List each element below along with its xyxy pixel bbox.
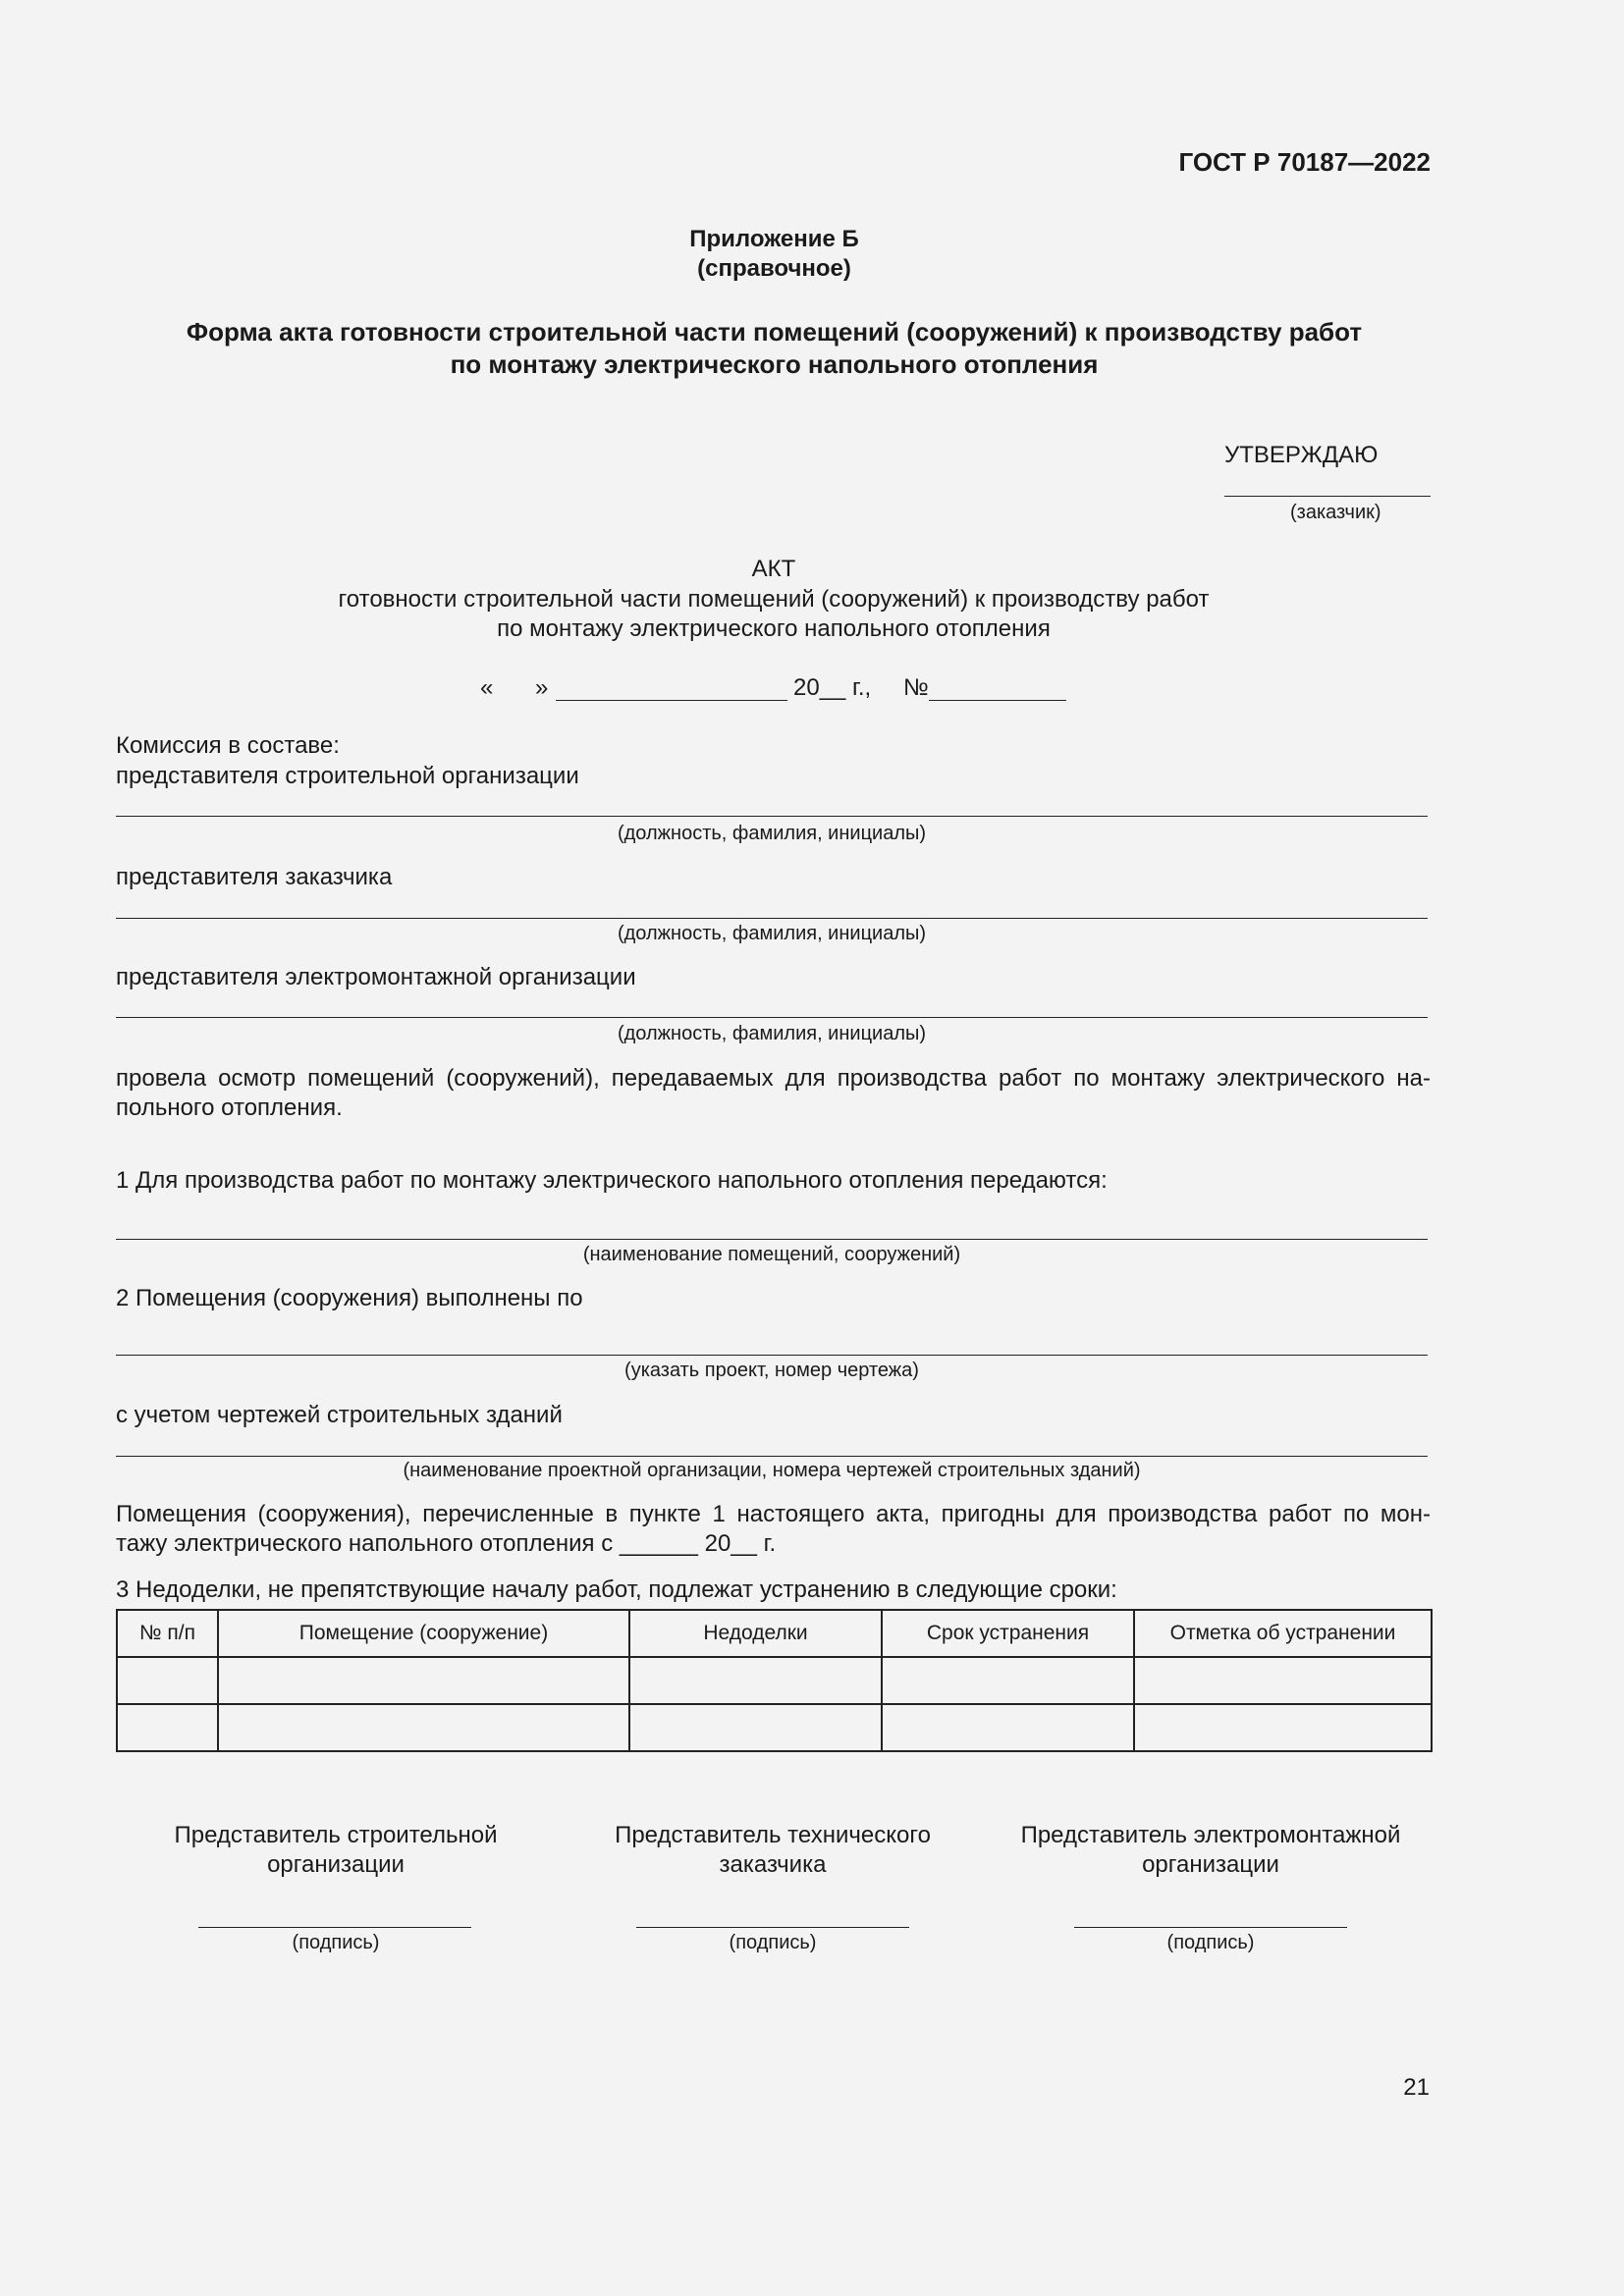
commission-electrical: представителя электромонтажной организации — [116, 964, 636, 990]
approve-caption: (заказчик) — [1290, 502, 1381, 523]
suitability-line2: тажу электрического напольного отопления с ______ 20__ г. — [116, 1530, 777, 1557]
customer-caption: (должность, фамилия, инициалы) — [617, 923, 927, 944]
table-cell — [218, 1704, 629, 1751]
table-row — [117, 1704, 1432, 1751]
col-header-mark: Отметка об устранении — [1134, 1610, 1432, 1657]
commission-customer: представителя заказчика — [116, 864, 393, 890]
table-cell — [629, 1704, 882, 1751]
form-title-line1: Форма акта готовности строительной части помещений (сооружений) к производству работ — [186, 317, 1363, 347]
signature-customer-line — [636, 1927, 909, 1928]
table-row — [117, 1657, 1432, 1704]
page-number: 21 — [1403, 2074, 1430, 2101]
date-quote-open: « — [480, 674, 494, 701]
customer-fill-line — [116, 918, 1428, 919]
col-header-number: № п/п — [117, 1610, 218, 1657]
signature-electrical-line1: Представитель электромонтажной — [1020, 1822, 1401, 1848]
signature-electrical-line — [1074, 1927, 1347, 1928]
signature-builder-caption: (подпись) — [292, 1932, 380, 1953]
act-number-label: № — [903, 674, 929, 701]
table-cell — [117, 1657, 218, 1704]
commission-builder: представителя строительной организации — [116, 763, 579, 789]
signature-electrical-line2: организации — [1142, 1851, 1279, 1878]
commission-intro: Комиссия в составе: — [116, 732, 340, 759]
signature-customer-caption: (подпись) — [729, 1932, 817, 1953]
col-header-room: Помещение (сооружение) — [218, 1610, 629, 1657]
appendix-kind: (справочное) — [697, 255, 851, 282]
inspection-line2: польного отопления. — [116, 1095, 343, 1121]
date-month-line — [556, 700, 787, 701]
act-number-line — [929, 700, 1066, 701]
table-cell — [629, 1657, 882, 1704]
table-header-row — [117, 1610, 1432, 1657]
act-subtitle-line1: готовности строительной части помещений (сооружений) к производству работ — [338, 586, 1210, 613]
table-cell — [218, 1657, 629, 1704]
item3-text: 3 Недоделки, не препятствующие началу работ, подлежат устранению в следующие сроки: — [116, 1576, 1117, 1603]
standard-number: ГОСТ Р 70187—2022 — [1178, 147, 1431, 177]
builder-fill-line — [116, 816, 1428, 817]
electrical-caption: (должность, фамилия, инициалы) — [617, 1023, 927, 1044]
form-title-line2: по монтажу электрического напольного отопления — [450, 349, 1099, 379]
builder-caption: (должность, фамилия, инициалы) — [617, 823, 927, 844]
signature-builder — [139, 1821, 532, 1880]
signature-customer-line1: Представитель технического — [615, 1822, 931, 1848]
table-cell — [882, 1704, 1134, 1751]
approve-signature-line — [1224, 496, 1431, 497]
approve-label: УТВЕРЖДАЮ — [1224, 442, 1379, 468]
act-subtitle-line2: по монтажу электрического напольного отопления — [497, 615, 1051, 642]
act-title: АКТ — [751, 556, 796, 582]
item2-caption: (указать проект, номер чертежа) — [624, 1360, 919, 1381]
item2-text2: с учетом чертежей строительных зданий — [116, 1402, 563, 1428]
col-header-deadline: Срок устранения — [882, 1610, 1134, 1657]
signature-builder-line2: организации — [267, 1851, 405, 1878]
table-cell — [1134, 1704, 1432, 1751]
signature-builder-line — [198, 1927, 471, 1928]
item1-caption: (наименование помещений, сооружений) — [582, 1244, 961, 1265]
item2-fill-line2 — [116, 1456, 1428, 1457]
date-year: 20__ г., — [793, 674, 872, 701]
signature-electrical-caption: (подпись) — [1166, 1932, 1255, 1953]
signature-customer — [576, 1821, 969, 1880]
signature-customer-line2: заказчика — [719, 1851, 827, 1878]
table-cell — [1134, 1657, 1432, 1704]
col-header-defects: Недоделки — [629, 1610, 882, 1657]
table-cell — [882, 1657, 1134, 1704]
item2-fill-line — [116, 1355, 1428, 1356]
suitability-line1: Помещения (сооружения), перечисленные в пункте 1 настоящего акта, пригодны для производства работ по мон- — [116, 1501, 1431, 1527]
item1-fill-line — [116, 1239, 1428, 1240]
date-quote-close: » — [535, 674, 549, 701]
signature-electrical — [995, 1821, 1427, 1880]
inspection-line1: провела осмотр помещений (сооружений), передаваемых для производства работ по монтажу электрического на- — [116, 1065, 1431, 1092]
signature-builder-line1: Представитель строительной — [174, 1822, 498, 1848]
item2-caption2: (наименование проектной организации, номера чертежей строительных зданий) — [403, 1460, 1141, 1481]
item1-text: 1 Для производства работ по монтажу электрического напольного отопления передаются: — [116, 1167, 1108, 1194]
appendix-title: Приложение Б — [689, 226, 859, 252]
item2-text: 2 Помещения (сооружения) выполнены по — [116, 1285, 583, 1311]
table-cell — [117, 1704, 218, 1751]
defects-table — [116, 1609, 1433, 1752]
electrical-fill-line — [116, 1017, 1428, 1018]
